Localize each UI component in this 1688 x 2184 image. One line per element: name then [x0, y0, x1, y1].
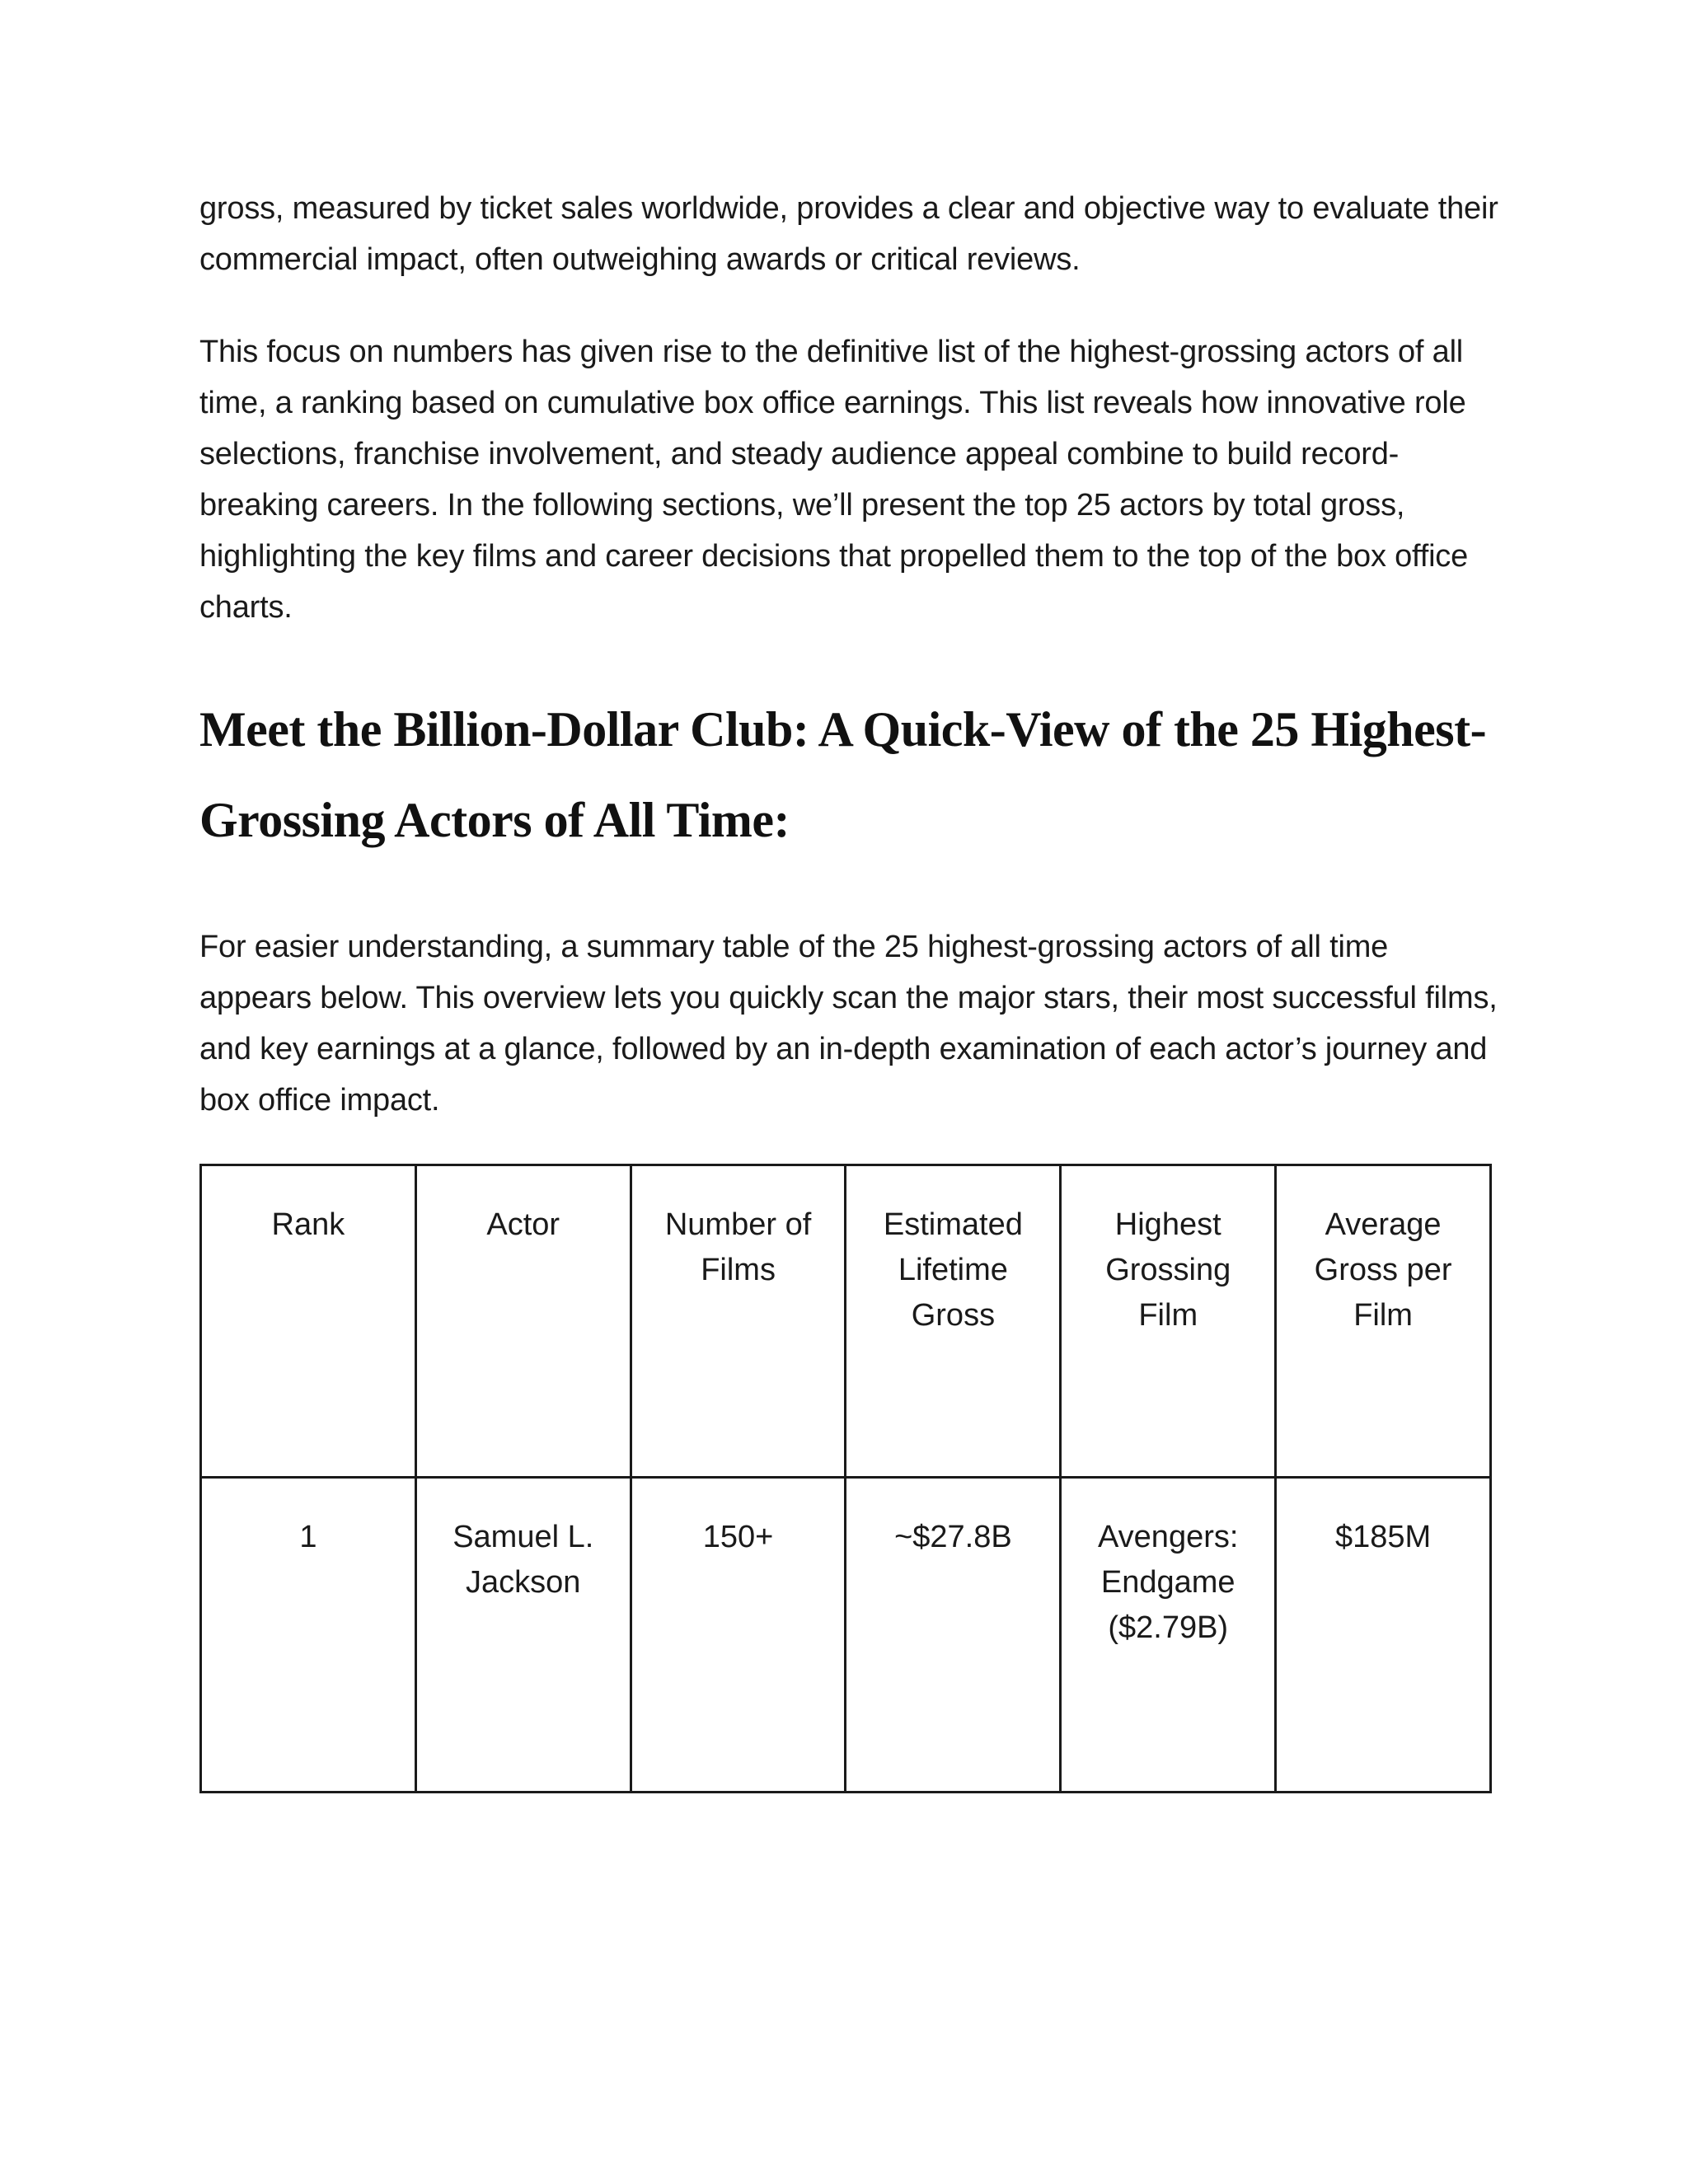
actors-summary-table — [199, 1164, 1492, 1793]
cell-average-gross: $185M — [1276, 1478, 1491, 1793]
header-highest-grossing-film: Highest Grossing Film — [1061, 1165, 1276, 1478]
header-number-of-films: Number of Films — [631, 1165, 846, 1478]
intro-paragraph-1: gross, measured by ticket sales worldwide, provides a clear and objective way to evaluate their commercial impact, often outweighing awards or critical reviews. — [199, 191, 1498, 277]
table-header-row — [201, 1165, 1491, 1478]
header-average-gross: Average Gross per Film — [1276, 1165, 1491, 1478]
header-actor: Actor — [415, 1165, 631, 1478]
cell-lifetime-gross: ~$27.8B — [846, 1478, 1061, 1793]
cell-number-of-films: 150+ — [631, 1478, 846, 1793]
document-body — [199, 183, 1502, 1126]
cell-highest-grossing-film: Avengers: Endgame ($2.79B) — [1061, 1478, 1276, 1793]
cell-rank: 1 — [201, 1478, 416, 1793]
cell-actor: Samuel L. Jackson — [415, 1478, 631, 1793]
section-heading: Meet the Billion-Dollar Club: A Quick-View of the 25 Highest-Grossing Actors of All Time: — [199, 702, 1487, 847]
section-paragraph: For easier understanding, a summary table of the 25 highest-grossing actors of all time appears below. This overview lets you quickly scan the major stars, their most successful films, and key earnings at a glance, followed by an in-depth examination of each actor’s journey and box office impact. — [199, 930, 1498, 1118]
header-lifetime-gross: Estimated Lifetime Gross — [846, 1165, 1061, 1478]
table-row — [201, 1478, 1491, 1793]
intro-paragraph-2: This focus on numbers has given rise to the definitive list of the highest-grossing actors of all time, a ranking based on cumulative box office earnings. This list reveals how innovative role selections, franchise involvement, and steady audience appeal combine to build record-breaking careers. In the following sections, we’ll present the top 25 actors by total gross, highlighting the key films and career decisions that propelled them to the top of the box office charts. — [199, 335, 1469, 625]
header-rank: Rank — [201, 1165, 416, 1478]
